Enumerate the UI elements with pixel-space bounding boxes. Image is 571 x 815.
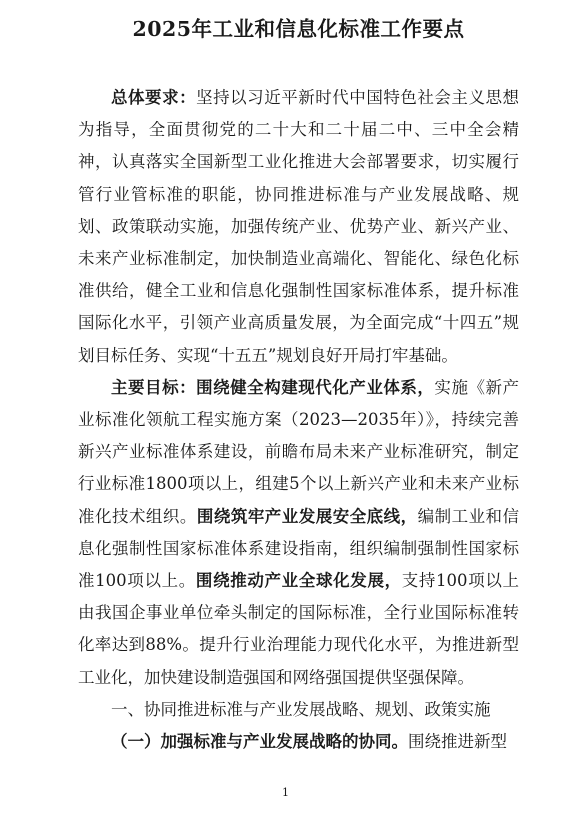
general-requirements-paragraph <box>78 82 519 372</box>
main-goals-label: 主要目标： <box>111 377 197 397</box>
page-number: 1 <box>282 786 289 799</box>
goal-3-emphasis: 围绕推动产业全球化发展， <box>195 571 402 591</box>
goal-3-text: 支持100项以上由我国企事业单位牵头制定的国际标准，全行业国际标准转化率达到88%。提升行业治理能力现代化水平，为推进新型工业化，加快建设制造强国和网络强国提供坚强保障。 <box>78 571 520 687</box>
general-requirements-label: 总体要求： <box>111 88 197 107</box>
document-title: 2025年工业和信息化标准工作要点 <box>132 17 465 41</box>
main-goals-paragraph <box>78 372 519 694</box>
goal-1-text: 实施《新产业标准化领航工程实施方案（2023—2035年）》，持续完善新兴产业标准体系建设，前瞻布局未来产业标准研究，制定行业标准1800项以上，组建5个以上新兴产业和未来产业标准化技术组织。 <box>78 377 520 526</box>
subsection-1-paragraph <box>78 726 519 758</box>
general-requirements-text: 坚持以习近平新时代中国特色社会主义思想为指导，全面贯彻党的二十大和二十届二中、三中全会精神，认真落实全国新型工业化推进大会部署要求，切实履行管行业管标准的职能，协同推进标准与产业发展战略、规划、政策联动实施，加强传统产业、优势产业、新兴产业、未来产业标准制定，加快制造业高端化、智能化、绿色化标准供给，健全工业和信息化强制性国家标准体系，提升标准国际化水平，引领产业高质量发展，为全面完成“十四五”规划目标任务、实现“十五五”规划良好开局打牢基础。 <box>78 88 520 365</box>
section-1-heading: 一、协同推进标准与产业发展战略、规划、政策实施 <box>111 699 491 719</box>
subsection-1-heading: （一）加强标准与产业发展战略的协同。 <box>111 732 408 752</box>
goal-1-emphasis: 围绕健全构建现代化产业体系， <box>196 377 435 397</box>
subsection-1-text: 围绕推进新型 <box>408 732 507 752</box>
goal-2-text: 编制工业和信息化强制性国家标准体系建设指南，组织编制强制性国家标准100项以上。 <box>78 506 520 591</box>
goal-2-emphasis: 围绕筑牢产业发展安全底线， <box>196 506 418 526</box>
